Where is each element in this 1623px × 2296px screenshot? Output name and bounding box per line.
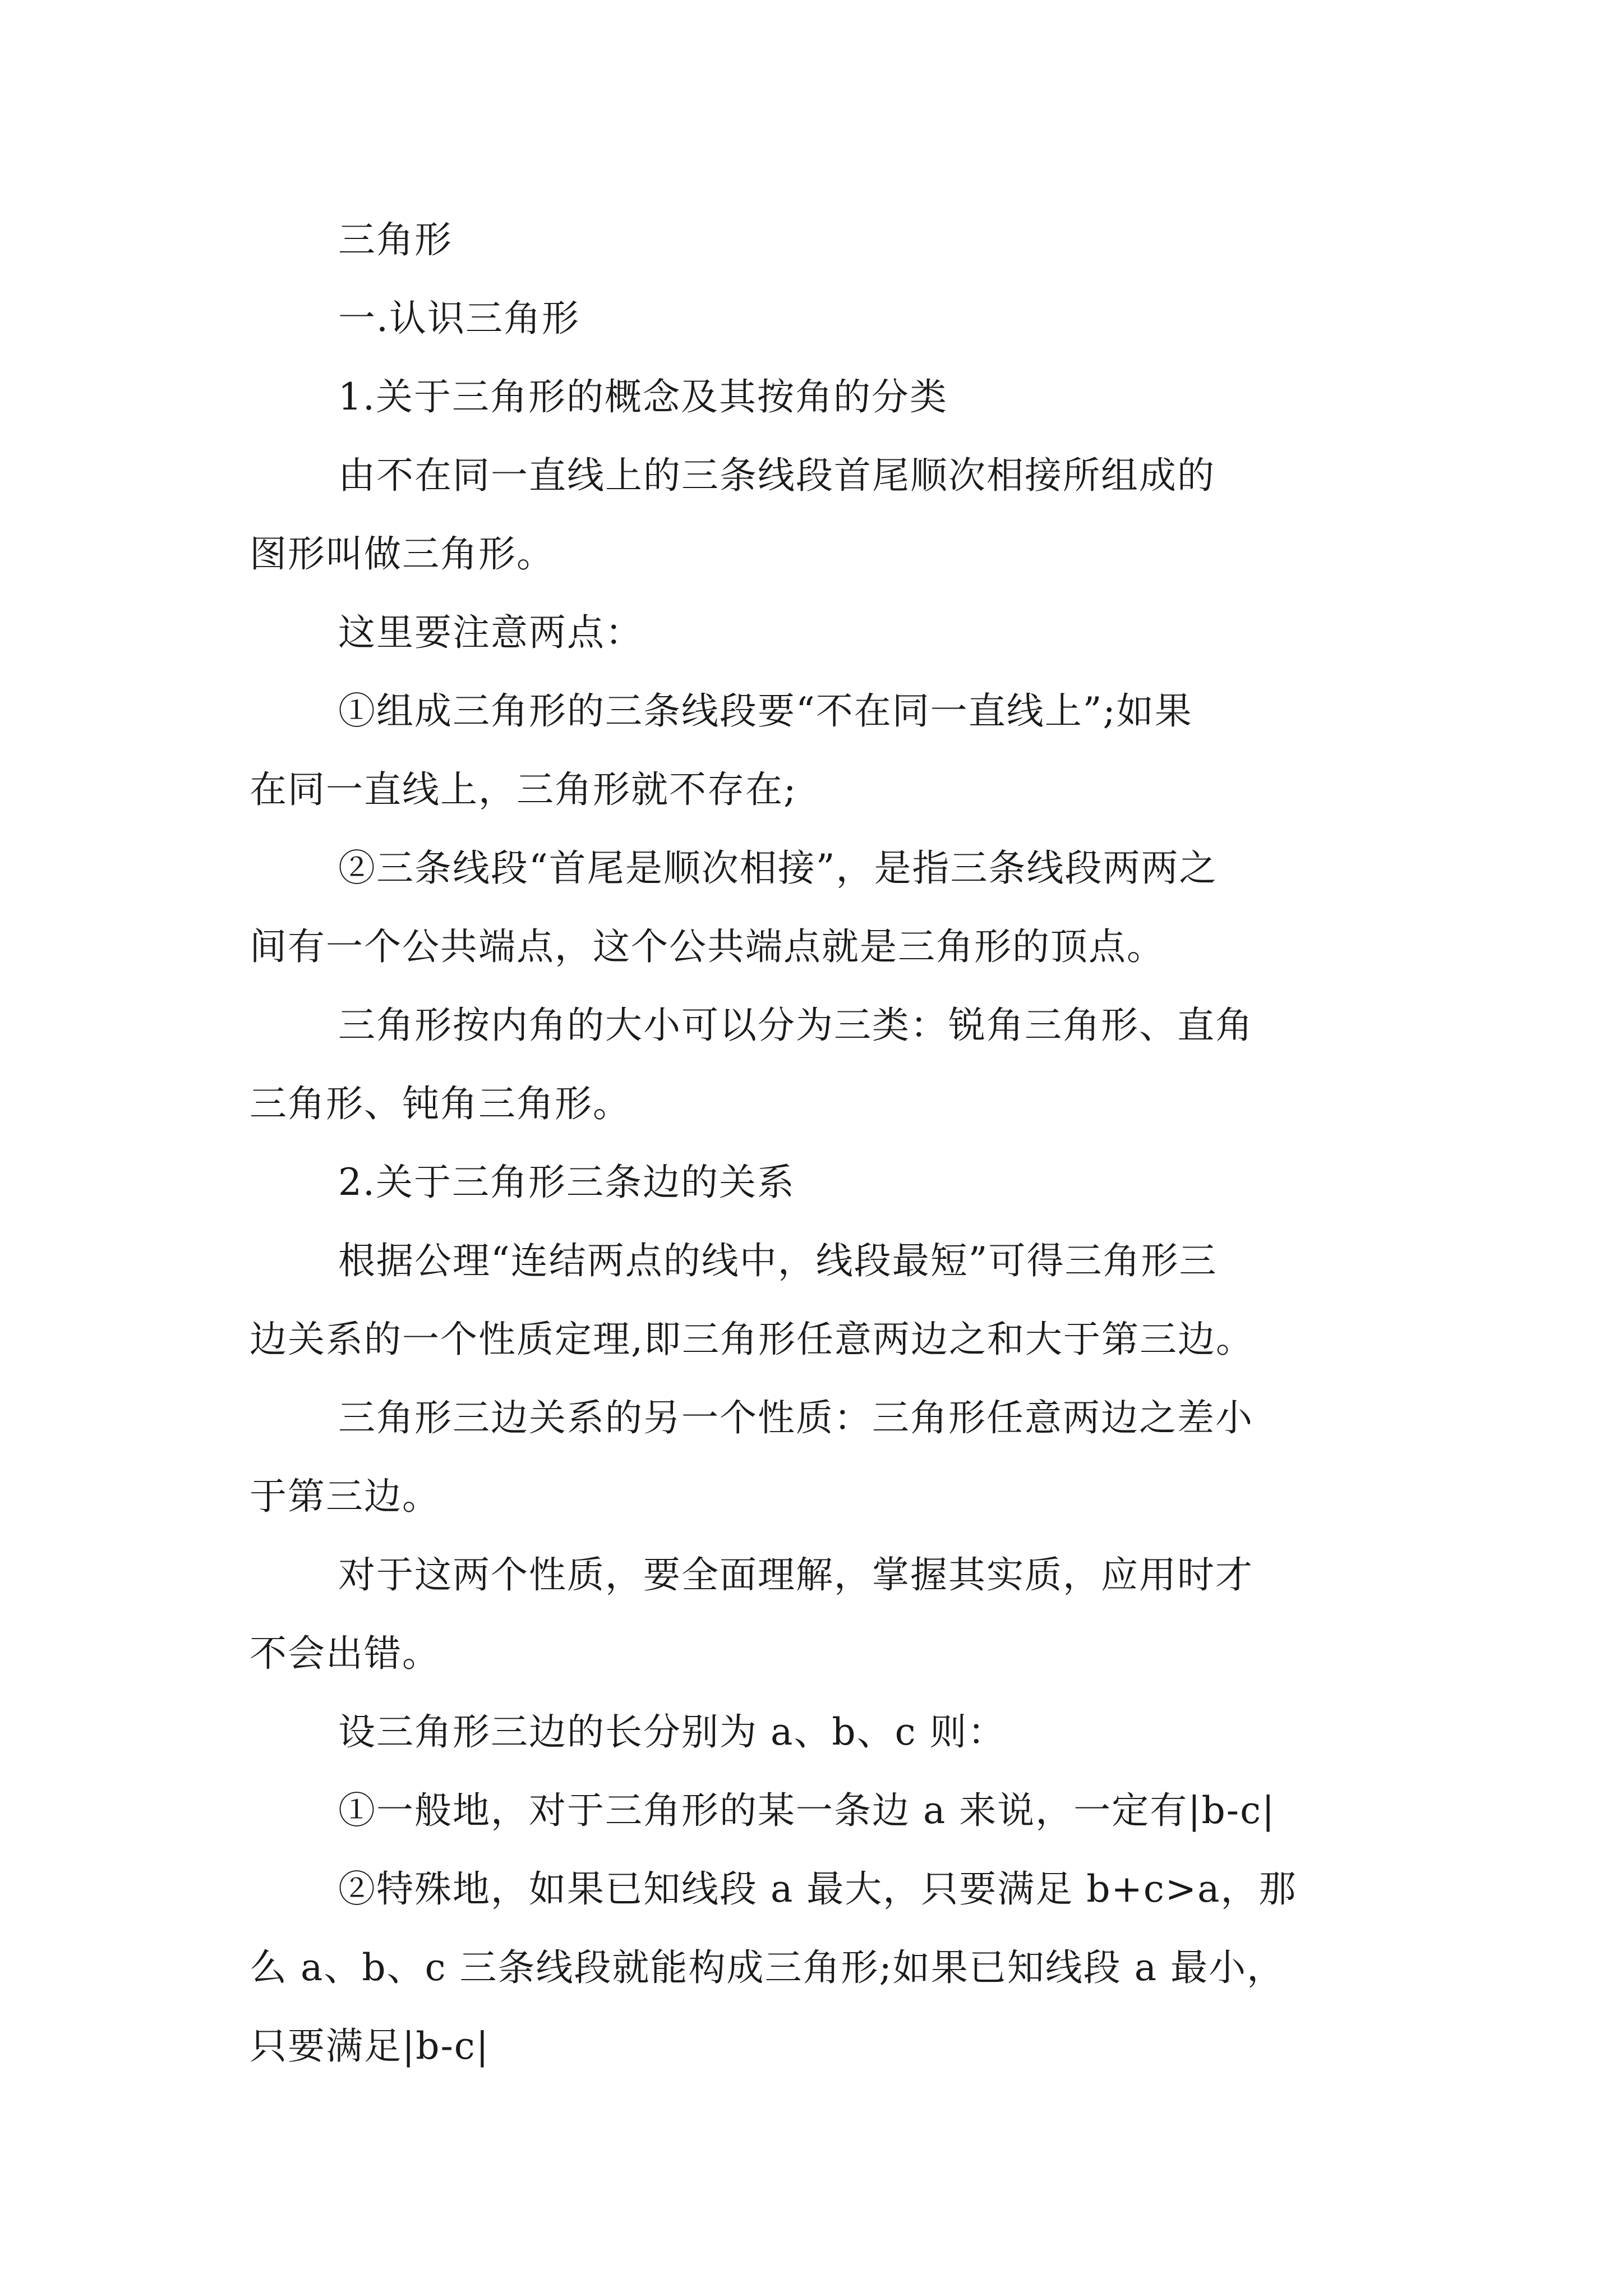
paragraph-line: 这里要注意两点： — [338, 611, 643, 654]
paragraph-line: ②三条线段“首尾是顺次相接”，是指三条线段两两之 — [338, 846, 1218, 890]
subsection-heading: 1.关于三角形的概念及其按角的分类 — [338, 375, 948, 418]
paragraph-line: 对于这两个性质，要全面理解，掌握其实质，应用时才 — [338, 1553, 1253, 1596]
paragraph-line: 根据公理“连结两点的线中，线段最短”可得三角形三 — [338, 1239, 1218, 1282]
paragraph-line: 图形叫做三角形。 — [250, 532, 555, 576]
paragraph-line: ①一般地，对于三角形的某一条边 a 来说，一定有|b-c| — [338, 1789, 1276, 1832]
paragraph-line: 只要满足|b-c| — [250, 2024, 490, 2068]
subsection-heading: 2.关于三角形三条边的关系 — [338, 1161, 795, 1204]
paragraph-line: 边关系的一个性质定理,即三角形任意两边之和大于第三边。 — [250, 1318, 1254, 1361]
paragraph-line: 间有一个公共端点，这个公共端点就是三角形的顶点。 — [250, 925, 1165, 968]
paragraph-line: 设三角形三边的长分别为 a、b、c 则： — [338, 1710, 1006, 1754]
paragraph-line: ②特殊地，如果已知线段 a 最大，只要满足 b+c>a，那 — [338, 1867, 1297, 1911]
doc-title: 三角形 — [338, 218, 453, 261]
paragraph-line: 由不在同一直线上的三条线段首尾顺次相接所组成的 — [338, 454, 1215, 497]
section-heading: 一.认识三角形 — [338, 297, 580, 340]
paragraph-line: 三角形按内角的大小可以分为三类：锐角三角形、直角 — [338, 1004, 1253, 1047]
paragraph-line: 么 a、b、c 三条线段就能构成三角形;如果已知线段 a 最小， — [250, 1946, 1285, 1989]
paragraph-line: 三角形三边关系的另一个性质：三角形任意两边之差小 — [338, 1396, 1253, 1439]
paragraph-line: ①组成三角形的三条线段要“不在同一直线上”;如果 — [338, 689, 1193, 733]
paragraph-line: 不会出错。 — [250, 1632, 440, 1675]
paragraph-line: 在同一直线上，三角形就不存在; — [250, 768, 797, 811]
paragraph-line: 三角形、钝角三角形。 — [250, 1082, 631, 1125]
paragraph-line: 于第三边。 — [250, 1475, 440, 1518]
